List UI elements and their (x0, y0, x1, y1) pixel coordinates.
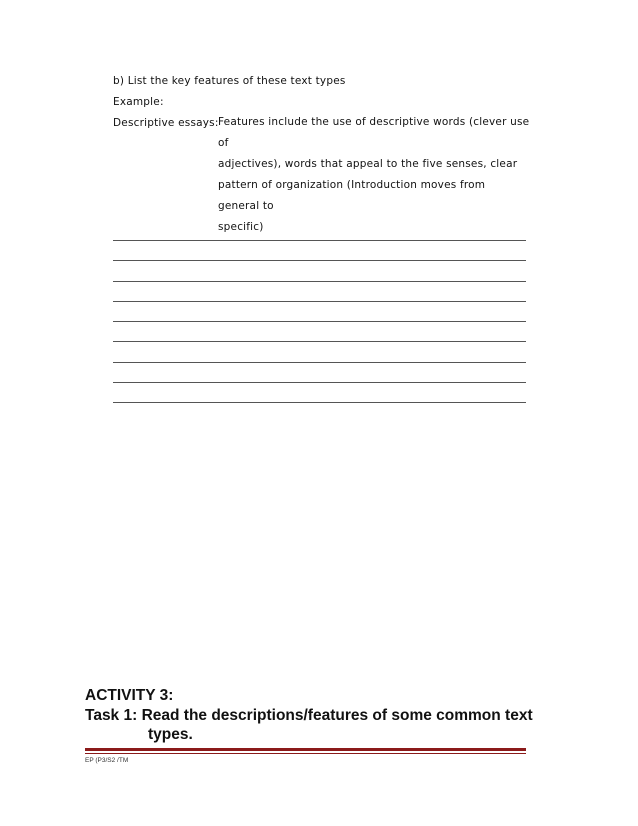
activity-heading: ACTIVITY 3: (85, 687, 174, 704)
answer-line[interactable] (113, 261, 526, 281)
task-heading-line-1: Task 1: Read the descriptions/features of some common text (85, 707, 533, 724)
definition-line: pattern of organization (Introduction moves from general to (218, 179, 486, 212)
answer-line[interactable] (113, 342, 526, 362)
footer-rule (85, 748, 526, 751)
task-heading-line-2: types. (148, 726, 193, 743)
definition-line: adjectives), words that appeal to the five senses, clear (218, 158, 518, 170)
answer-line[interactable] (113, 241, 526, 261)
answer-line[interactable] (113, 363, 526, 383)
answer-line[interactable] (113, 302, 526, 322)
footer-rule-thin (85, 753, 526, 754)
example-term: Descriptive essays: (113, 117, 219, 129)
definition-line: specific) (218, 221, 264, 233)
example-definition (218, 112, 530, 238)
answer-lines (113, 221, 526, 403)
answer-line[interactable] (113, 221, 526, 241)
definition-line: Features include the use of descriptive words (clever use of (218, 116, 530, 149)
answer-line[interactable] (113, 383, 526, 403)
task-heading (85, 706, 533, 744)
footer-text: EP (P3/S2 /TM (85, 757, 129, 764)
answer-line[interactable] (113, 282, 526, 302)
example-label: Example: (113, 96, 164, 108)
answer-line[interactable] (113, 322, 526, 342)
list-item-b: b) List the key features of these text types (113, 75, 346, 87)
